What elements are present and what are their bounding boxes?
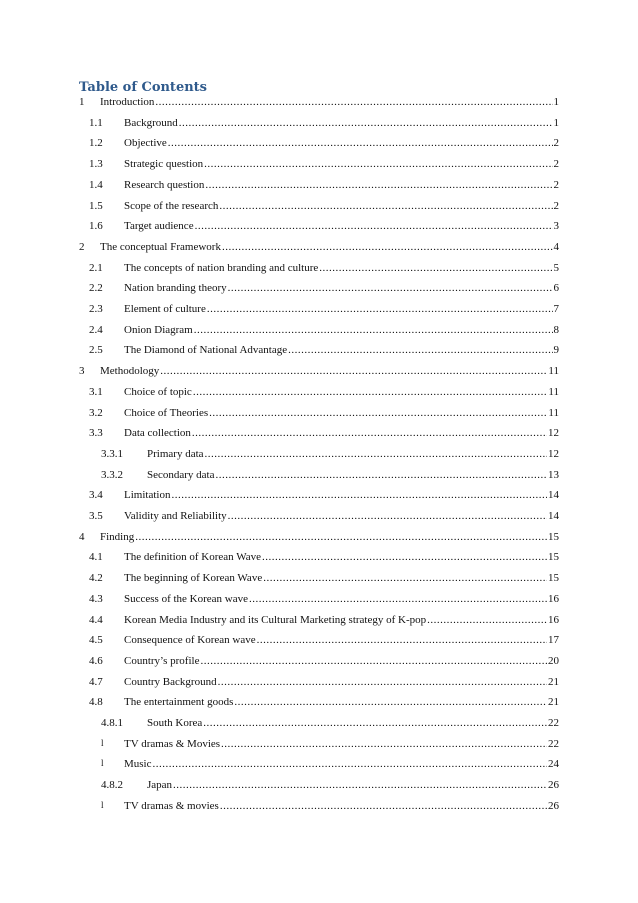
toc-entry-number: 4.3 (89, 592, 103, 605)
toc-entry-number: 3.1 (89, 385, 103, 398)
toc-entry-number: 4.8.2 (101, 779, 123, 792)
toc-leader-dots (160, 365, 547, 377)
toc-entry-page: 11 (548, 385, 559, 398)
toc-entry-page: 2 (553, 199, 559, 212)
toc-leader-dots (219, 200, 552, 212)
toc-entry-number: 2.2 (89, 282, 103, 295)
toc-entry-label: South Korea (147, 717, 203, 729)
toc-entry-page: 12 (548, 427, 559, 440)
toc-entry-label: Element of culture (124, 303, 206, 315)
toc-entry-page: 1 (553, 96, 559, 108)
toc-entry-number: 4.4 (89, 613, 103, 626)
toc-leader-dots (221, 738, 547, 750)
toc-entry-number: 3.3.2 (101, 468, 123, 481)
toc-entry-label: The conceptual Framework (100, 240, 221, 253)
toc-entry-label: Onion Diagram (124, 323, 193, 336)
toc-leader-dots (216, 469, 548, 481)
toc-entry[interactable] (0, 386, 638, 400)
toc-entry[interactable] (0, 758, 638, 772)
toc-entry-label: Introduction (100, 96, 155, 108)
toc-leader-dots (204, 158, 552, 170)
toc-entry-page: 2 (553, 178, 559, 191)
toc-entry-page: 15 (548, 572, 559, 585)
toc-entry-label: Methodology (100, 365, 160, 378)
toc-entry-label: Secondary data (147, 468, 215, 481)
toc-entry-page: 8 (553, 323, 559, 336)
toc-entry-label: Validity and Reliability (124, 510, 227, 522)
toc-entry-label: Scope of the research (124, 199, 219, 212)
toc-leader-dots (288, 344, 552, 356)
toc-entry[interactable] (0, 572, 638, 586)
toc-entry-number: 4.1 (89, 551, 103, 564)
toc-entry-number: l (101, 737, 104, 748)
toc-entry-label: The entertainment goods (124, 696, 234, 709)
toc-entry-page: 16 (548, 592, 559, 605)
toc-entry-number: 2 (79, 240, 85, 253)
toc-entry-number: 3.3.1 (101, 447, 123, 460)
toc-entry-label: Choice of topic (124, 385, 192, 398)
toc-leader-dots (193, 386, 548, 398)
toc-entry-number: 4.7 (89, 675, 103, 688)
toc-entry[interactable] (0, 800, 638, 814)
toc-entry[interactable] (0, 489, 638, 503)
toc-entry-number: 1.4 (89, 178, 103, 191)
toc-entry-page: 11 (548, 365, 559, 378)
toc-entry-label: Korean Media Industry and its Cultural Marketing strategy of K-pop (124, 613, 427, 626)
toc-entry[interactable] (0, 469, 638, 483)
toc-entry-label: Country’s profile (124, 654, 200, 667)
toc-entry-label: Primary data (147, 447, 204, 460)
toc-entry-number: 4.5 (89, 634, 103, 647)
toc-entry-number: 1.5 (89, 199, 103, 212)
toc-entry-number: 4.6 (89, 654, 103, 667)
toc-entry-label: The beginning of Korean Wave (124, 572, 263, 585)
toc-leader-dots (222, 241, 553, 253)
toc-entry-number: 4.8.1 (101, 717, 123, 729)
toc-leader-dots (200, 655, 547, 667)
toc-entry-number: 3.4 (89, 489, 103, 502)
toc-entry-number: 1.1 (89, 116, 103, 129)
toc-entry-number: 3.3 (89, 427, 103, 440)
toc-leader-dots (205, 179, 552, 191)
toc-leader-dots (194, 324, 553, 336)
toc-entry[interactable] (0, 676, 638, 690)
toc-entry-number: l (101, 758, 104, 769)
toc-entry[interactable] (0, 117, 638, 131)
toc-entry-page: 7 (553, 303, 559, 315)
toc-entry-label: The definition of Korean Wave (124, 551, 261, 564)
toc-leader-dots (207, 303, 553, 315)
toc-entry-page: 3 (553, 220, 559, 233)
toc-entry-label: Success of the Korean wave (124, 592, 249, 605)
toc-entry[interactable] (0, 324, 638, 338)
toc-entry[interactable] (0, 551, 638, 565)
toc-leader-dots (257, 634, 547, 646)
toc-entry-label: Background (124, 116, 178, 129)
toc-entry[interactable] (0, 634, 638, 648)
toc-entry[interactable] (0, 531, 638, 545)
toc-entry-number: 2.1 (89, 261, 103, 274)
toc-entry[interactable] (0, 262, 638, 276)
toc-entry-label: Research question (124, 178, 205, 191)
toc-entry-page: 2 (553, 137, 559, 150)
toc-entry-label: Strategic question (124, 158, 204, 171)
toc-leader-dots (195, 220, 553, 232)
toc-entry-page: 15 (548, 530, 559, 543)
toc-entry-label: Japan (147, 779, 173, 792)
toc-entry-number: 3.2 (89, 406, 103, 419)
toc-entry-number: l (101, 799, 104, 810)
toc-entry-page: 14 (548, 489, 559, 502)
toc-entry-page: 9 (553, 344, 559, 357)
toc-leader-dots (135, 531, 547, 543)
toc-leader-dots (209, 407, 547, 419)
toc-entry-label: The concepts of nation branding and culture (124, 261, 319, 274)
toc-entry-page: 15 (548, 551, 559, 564)
toc-leader-dots (228, 510, 547, 522)
toc-leader-dots (203, 717, 547, 729)
toc-entry-label: Nation branding theory (124, 282, 227, 295)
toc-leader-dots (171, 489, 547, 501)
toc-entry[interactable] (0, 241, 638, 255)
toc-entry-page: 24 (548, 758, 559, 771)
toc-leader-dots (228, 282, 553, 294)
toc-entry[interactable] (0, 655, 638, 669)
toc-leader-dots (319, 262, 552, 274)
toc-entry[interactable] (0, 427, 638, 441)
toc-entry-page: 26 (548, 799, 559, 812)
toc-entry[interactable] (0, 158, 638, 172)
toc-entry[interactable] (0, 365, 638, 379)
toc-entry-page: 17 (548, 634, 559, 647)
toc-entry-page: 22 (548, 717, 559, 729)
toc-entry[interactable] (0, 593, 638, 607)
toc-entry-number: 1.3 (89, 158, 103, 171)
toc-leader-dots (262, 551, 547, 563)
toc-leader-dots (218, 676, 547, 688)
toc-entry[interactable] (0, 407, 638, 421)
toc-leader-dots (249, 593, 547, 605)
toc-entry[interactable] (0, 510, 638, 524)
toc-entry-label: Limitation (124, 489, 171, 502)
toc-entry[interactable] (0, 696, 638, 710)
toc-leader-dots (205, 448, 547, 460)
toc-entry-page: 16 (548, 613, 559, 626)
toc-leader-dots (263, 572, 547, 584)
toc-entry[interactable] (0, 282, 638, 296)
toc-entry-label: Music (124, 758, 152, 771)
toc-entry-page: 1 (553, 116, 559, 129)
toc-entry[interactable] (0, 96, 638, 110)
toc-leader-dots (168, 137, 553, 149)
toc-entry-page: 6 (553, 282, 559, 295)
toc-entry-number: 2.4 (89, 323, 103, 336)
toc-entry-number: 3 (79, 365, 85, 378)
toc-entry-page: 4 (553, 240, 559, 253)
toc-entry-number: 2.5 (89, 344, 103, 357)
toc-entry-number: 1.6 (89, 220, 103, 233)
toc-entry-number: 1 (79, 96, 85, 108)
toc-entry-number: 1.2 (89, 137, 103, 150)
toc-leader-dots (427, 614, 547, 626)
toc-entry-number: 4.8 (89, 696, 103, 709)
toc-entry[interactable] (0, 220, 638, 234)
toc-entry-page: 13 (548, 468, 559, 481)
toc-entry-page: 14 (548, 510, 559, 522)
toc-leader-dots (179, 117, 553, 129)
toc-title: Table of Contents (79, 80, 207, 95)
toc-entry-label: Objective (124, 137, 167, 150)
toc-entry[interactable] (0, 717, 638, 731)
toc-entry-label: TV dramas & movies (124, 799, 219, 812)
toc-entry-label: Target audience (124, 220, 194, 233)
toc-entry-label: TV dramas & Movies (124, 737, 221, 750)
toc-leader-dots (173, 779, 547, 791)
toc-entry[interactable] (0, 200, 638, 214)
toc-entry[interactable] (0, 738, 638, 752)
toc-entry[interactable] (0, 779, 638, 793)
toc-entry-page: 12 (548, 447, 559, 460)
toc-entry-page: 11 (548, 406, 559, 419)
toc-leader-dots (220, 800, 547, 812)
toc-entry[interactable] (0, 614, 638, 628)
toc-leader-dots (155, 96, 552, 108)
toc-entry-page: 22 (548, 737, 559, 750)
toc-entry[interactable] (0, 137, 638, 151)
toc-leader-dots (234, 696, 547, 708)
toc-entry-label: Choice of Theories (124, 406, 209, 419)
toc-entry-page: 5 (553, 261, 559, 274)
toc-entry-label: Finding (100, 530, 135, 543)
toc-entry-page: 2 (553, 158, 559, 171)
toc-entry[interactable] (0, 344, 638, 358)
toc-entry-page: 21 (548, 696, 559, 709)
toc-entry-number: 2.3 (89, 303, 103, 315)
toc-entry[interactable] (0, 448, 638, 462)
toc-entry-page: 20 (548, 654, 559, 667)
toc-entry-label: Consequence of Korean wave (124, 634, 256, 647)
toc-entry[interactable] (0, 303, 638, 317)
toc-leader-dots (192, 427, 547, 439)
toc-entry-label: Data collection (124, 427, 191, 440)
toc-entry-number: 3.5 (89, 510, 103, 522)
toc-entry-number: 4.2 (89, 572, 103, 585)
toc-entry-label: Country Background (124, 675, 217, 688)
toc-leader-dots (153, 758, 548, 770)
toc-entry[interactable] (0, 179, 638, 193)
toc-entry-label: The Diamond of National Advantage (124, 344, 288, 357)
toc-entry-page: 26 (548, 779, 559, 792)
toc-entry-page: 21 (548, 675, 559, 688)
toc-entry-number: 4 (79, 530, 85, 543)
